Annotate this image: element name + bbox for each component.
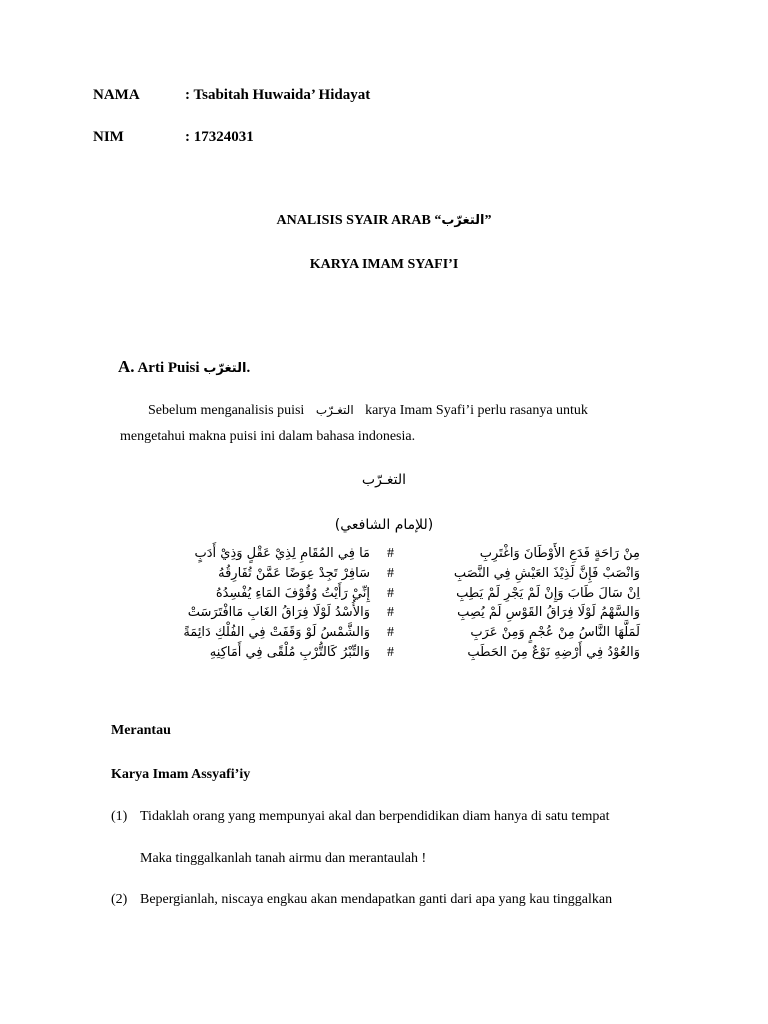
intro-line-1 bbox=[148, 403, 588, 419]
poem-verse-right: مِنْ رَاحَةٍ فَدَعِ الأَوْطَانَ وَاغْتَرِبِ bbox=[479, 546, 640, 561]
poem-separator: # bbox=[387, 625, 394, 640]
nim-label: NIM bbox=[93, 129, 124, 145]
poem-title: التغـرّب bbox=[361, 472, 407, 488]
poem-separator: # bbox=[387, 645, 394, 660]
poem-verse-right: وَالسَّهْمُ لَوْلَا فِرَاقُ القَوْسِ لَمْ يُصِبِ bbox=[457, 605, 640, 620]
poem-separator: # bbox=[387, 566, 394, 581]
poem-verse-right: لَمَلَّهَا النَّاسُ مِنْ عُجْمٍ وَمِنْ عَرَبِ bbox=[470, 625, 640, 640]
poem-row bbox=[120, 546, 640, 566]
name-value: : Tsabitah Huwaida’ Hidayat bbox=[185, 87, 371, 103]
intro-part-2: karya Imam Syafi’i perlu rasanya untuk bbox=[365, 403, 588, 418]
name-label: NAMA bbox=[93, 87, 140, 103]
document-subtitle: KARYA IMAM SYAFI’I bbox=[309, 257, 459, 272]
translation-author: Karya Imam Assyafi’iy bbox=[111, 767, 251, 782]
list-item-number: (1) bbox=[111, 809, 128, 824]
translation-heading: Merantau bbox=[111, 723, 171, 738]
document-title bbox=[0, 213, 768, 229]
poem-author: (للإمام الشافعي) bbox=[334, 517, 434, 533]
poem-verse-left: وَالشَّمْسُ لَوْ وَقَفَتْ فِي الفُلْكِ دَائِمَةً bbox=[183, 625, 370, 640]
poem-separator: # bbox=[387, 605, 394, 620]
intro-line-2: mengetahui makna puisi ini dalam bahasa indonesia. bbox=[120, 429, 416, 444]
poem-verse-left: سَافِرْ تَجِدْ عِوَضًا عَمَّنْ تُفَارِقُهُ bbox=[218, 566, 370, 581]
intro-arabic: التغـرّب bbox=[315, 403, 354, 417]
title-prefix: ANALISIS SYAIR ARAB “ bbox=[276, 213, 442, 228]
list-item-line-1: Tidaklah orang yang mempunyai akal dan berpendidikan diam hanya di satu tempat bbox=[140, 809, 610, 824]
nim-value: : 17324031 bbox=[185, 129, 254, 145]
poem-row bbox=[120, 605, 640, 625]
poem-row bbox=[120, 645, 640, 665]
list-item-number: (2) bbox=[111, 892, 128, 907]
section-heading-end: . bbox=[246, 360, 251, 376]
poem-verse-right: وَالعُوْدُ فِي أَرْضِهِ نَوْعٌ مِنَ الحَطَبِ bbox=[467, 645, 640, 660]
poem-verse-left: وَالأُسْدُ لَوْلَا فِرَاقُ الغَابِ مَاافْتَرَسَتْ bbox=[187, 605, 370, 620]
section-heading-arabic: التغرّب bbox=[203, 361, 247, 376]
poem-verse-left: وَالتِّبْرُ كَالتُّرْبِ مُلْقًى فِي أَمَاكِنِهِ bbox=[209, 645, 370, 660]
intro-part-1: Sebelum menganalisis puisi bbox=[148, 403, 305, 418]
list-item-line-1: Bepergianlah, niscaya engkau akan mendapatkan ganti dari apa yang kau tinggalkan bbox=[140, 892, 613, 907]
poem-row bbox=[120, 566, 640, 586]
poem-separator: # bbox=[387, 586, 394, 601]
poem-verse-right: اِنْ سَالَ طَابَ وَإِنْ لَمْ يَجْرِ لَمْ يَطِبِ bbox=[456, 586, 640, 601]
list-item-line-2: Maka tinggalkanlah tanah airmu dan merantaulah ! bbox=[140, 851, 427, 866]
section-heading-text: Arti Puisi bbox=[137, 360, 200, 376]
title-suffix: ” bbox=[484, 213, 492, 228]
title-arabic: التغرّب bbox=[441, 213, 485, 228]
section-marker: A. bbox=[118, 357, 135, 376]
poem-verse-left: إِنِّيْ رَأَيْتُ وُقُوْفَ المَاءِ يُفْسِدُهُ bbox=[215, 586, 370, 601]
poem-verse-left: مَا فِي المُقَامِ لِذِيْ عَقْلٍ وَذِيْ أَدَبٍ bbox=[194, 546, 370, 561]
poem-row bbox=[120, 586, 640, 606]
section-a-heading bbox=[118, 357, 250, 377]
poem-verse-right: وَانْصَبْ فَإِنَّ لَذِيْذَ العَيْشِ فِي النَّصَبِ bbox=[453, 566, 640, 581]
poem-row bbox=[120, 625, 640, 645]
poem-separator: # bbox=[387, 546, 394, 561]
